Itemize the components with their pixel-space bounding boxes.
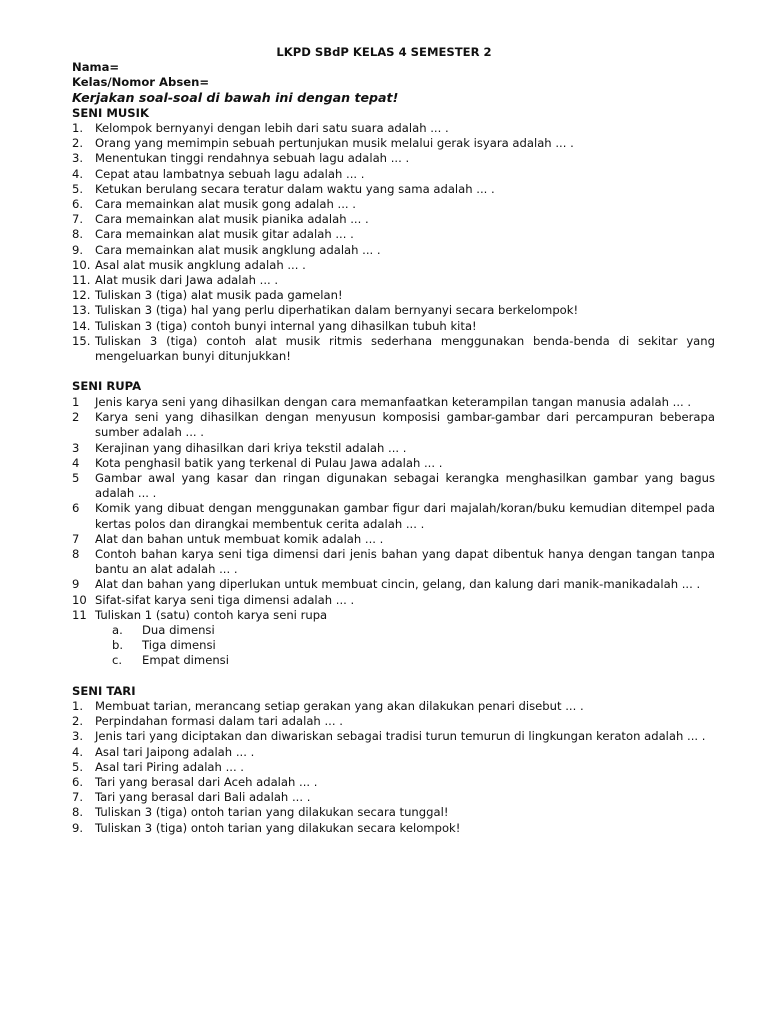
question-text: Contoh bahan karya seni tiga dimensi dari jenis bahan yang dapat dibentuk hanya dengan tangan tanpa bantu an alat adalah ... . <box>95 547 715 577</box>
question-item <box>72 303 715 318</box>
question-item <box>72 395 715 410</box>
question-text: Membuat tarian, merancang setiap gerakan yang akan dilakukan penari disebut ... . <box>95 699 584 713</box>
question-number: 7. <box>72 790 84 805</box>
question-text: Jenis karya seni yang dihasilkan dengan cara memanfaatkan keterampilan tangan manusia adalah ... . <box>95 395 692 409</box>
question-item <box>72 547 715 577</box>
option-item <box>95 623 715 638</box>
question-item <box>72 699 715 714</box>
question-text: Perpindahan formasi dalam tari adalah ... . <box>95 714 343 729</box>
question-item <box>72 182 715 197</box>
question-number: 5. <box>72 759 84 774</box>
question-text: Asal alat musik angklung adalah ... . <box>95 257 306 272</box>
question-text: Tuliskan 3 (tiga) hal yang perlu diperhatikan dalam bernyanyi secara berkelompok! <box>95 303 579 318</box>
question-item <box>72 577 715 592</box>
question-text: Tari yang berasal dari Bali adalah ... . <box>95 790 311 805</box>
question-item <box>72 288 715 303</box>
question-text: Tari yang berasal dari Aceh adalah ... . <box>95 775 318 790</box>
question-text: Alat dan bahan yang diperlukan untuk membuat cincin, gelang, dan kalung dari manik-manikadalah ... . <box>95 577 701 592</box>
question-number: 5. <box>72 181 84 196</box>
question-text: Cara memainkan alat musik gong adalah ... . <box>95 197 356 212</box>
question-text: Asal tari Jaipong adalah ... . <box>95 744 255 759</box>
question-number: 5 <box>72 471 80 486</box>
question-text: Tuliskan 3 (tiga) alat musik pada gamelan! <box>95 288 343 303</box>
question-item <box>72 775 715 790</box>
option-text: Empat dimensi <box>142 653 229 668</box>
question-number: 8. <box>72 805 84 820</box>
question-text: Sifat-sifat karya seni tiga dimensi adalah ... . <box>95 592 355 607</box>
question-number: 8. <box>72 227 84 242</box>
kelas-field-label: Kelas/Nomor Absen= <box>72 75 210 89</box>
option-item <box>95 653 715 668</box>
question-number: 3 <box>72 440 80 455</box>
question-text: Gambar awal yang kasar dan ringan digunakan sebagai kerangka menghasilkan gambar yang bagus adalah ... . <box>95 471 715 501</box>
question-item <box>72 760 715 775</box>
question-text: Orang yang memimpin sebuah pertunjukan musik melalui gerak isyara adalah ... . <box>95 136 574 151</box>
section-title-seni-musik: SENI MUSIK <box>72 106 149 120</box>
option-letter: c. <box>112 653 123 668</box>
question-item <box>72 167 715 182</box>
question-item <box>72 714 715 729</box>
question-text: Menentukan tinggi rendahnya sebuah lagu adalah ... . <box>95 151 410 166</box>
question-number: 2. <box>72 714 84 729</box>
question-item <box>72 805 715 820</box>
question-number: 3. <box>72 151 84 166</box>
question-text: Cepat atau lambatnya sebuah lagu adalah ... . <box>95 166 365 181</box>
question-number: 15. <box>72 333 91 348</box>
question-number: 6. <box>72 197 84 212</box>
question-text: Cara memainkan alat musik angklung adalah ... . <box>95 242 381 257</box>
question-item <box>72 197 715 212</box>
question-item <box>72 243 715 258</box>
question-item <box>72 334 715 364</box>
question-text: Asal tari Piring adalah ... . <box>95 759 244 774</box>
question-item <box>72 151 715 166</box>
question-item <box>72 593 715 608</box>
question-list-seni-tari <box>72 699 715 836</box>
question-text: Tuliskan 3 (tiga) ontoh tarian yang dilakukan secara kelompok! <box>95 820 461 835</box>
question-item <box>72 790 715 805</box>
option-list <box>95 623 715 669</box>
question-item <box>72 821 715 836</box>
instruction-text: Kerjakan soal-soal di bawah ini dengan tepat! <box>72 90 399 105</box>
question-item <box>72 729 715 744</box>
question-text: Cara memainkan alat musik pianika adalah ... . <box>95 212 369 227</box>
option-text: Dua dimensi <box>142 623 215 638</box>
question-item <box>72 227 715 242</box>
question-number: 1 <box>72 395 80 409</box>
document-title: LKPD SBdP KELAS 4 SEMESTER 2 <box>276 45 492 59</box>
section-title-seni-rupa: SENI RUPA <box>72 379 142 393</box>
question-item <box>72 212 715 227</box>
question-number: 12. <box>72 288 91 303</box>
option-letter: b. <box>112 638 124 653</box>
question-number: 9. <box>72 820 84 835</box>
question-number: 14. <box>72 318 91 333</box>
question-item <box>72 471 715 501</box>
question-number: 1. <box>72 699 84 713</box>
question-item <box>72 273 715 288</box>
question-number: 6. <box>72 775 84 790</box>
section-title-seni-tari: SENI TARI <box>72 684 136 698</box>
question-number: 9. <box>72 242 84 257</box>
question-text: Tuliskan 3 (tiga) contoh alat musik ritmis sederhana menggunakan benda-benda di sekitar yang mengeluarkan bunyi ditunjukkan! <box>95 333 715 364</box>
question-number: 11 <box>72 607 87 622</box>
question-number: 11. <box>72 273 91 288</box>
question-item <box>72 258 715 273</box>
nama-field-label: Nama= <box>72 60 120 74</box>
question-text: Alat dan bahan untuk membuat komik adalah ... . <box>95 531 384 546</box>
question-item <box>72 410 715 440</box>
question-text: Kelompok bernyanyi dengan lebih dari satu suara adalah ... . <box>95 121 449 135</box>
question-text: Tuliskan 3 (tiga) contoh bunyi internal yang dihasilkan tubuh kita! <box>95 318 477 333</box>
question-number: 13. <box>72 303 91 318</box>
question-number: 4. <box>72 744 84 759</box>
question-number: 2. <box>72 136 84 151</box>
question-list-seni-musik <box>72 121 715 364</box>
option-text: Tiga dimensi <box>142 638 216 653</box>
question-text: Jenis tari yang diciptakan dan diwariskan sebagai tradisi turun temurun di lingkungan keraton adalah ... . <box>95 729 706 744</box>
question-number: 8 <box>72 547 80 562</box>
question-text: Ketukan berulang secara teratur dalam waktu yang sama adalah ... . <box>95 181 495 196</box>
question-text: Alat musik dari Jawa adalah ... . <box>95 273 279 288</box>
question-number: 3. <box>72 729 84 744</box>
question-text: Kota penghasil batik yang terkenal di Pulau Jawa adalah ... . <box>95 455 443 470</box>
question-text: Karya seni yang dihasilkan dengan menyusun komposisi gambar-gambar dari percampuran beberapa sumber adalah ... . <box>95 410 715 440</box>
question-item <box>72 501 715 531</box>
question-number: 7 <box>72 531 80 546</box>
option-letter: a. <box>112 623 123 638</box>
question-number: 2 <box>72 410 80 425</box>
question-item <box>72 532 715 547</box>
question-number: 1. <box>72 121 84 135</box>
question-item <box>72 319 715 334</box>
question-item <box>72 441 715 456</box>
question-number: 9 <box>72 577 80 592</box>
question-number: 4 <box>72 455 80 470</box>
question-number: 4. <box>72 166 84 181</box>
question-list-seni-rupa <box>72 395 715 669</box>
question-item <box>72 136 715 151</box>
question-item <box>72 456 715 471</box>
question-text: Kerajinan yang dihasilkan dari kriya tekstil adalah ... . <box>95 440 407 455</box>
question-number: 10. <box>72 257 91 272</box>
question-number: 10 <box>72 592 87 607</box>
question-text: Cara memainkan alat musik gitar adalah ... . <box>95 227 354 242</box>
question-number: 7. <box>72 212 84 227</box>
question-text: Tuliskan 3 (tiga) ontoh tarian yang dilakukan secara tunggal! <box>95 805 449 820</box>
question-text: Komik yang dibuat dengan menggunakan gambar figur dari majalah/koran/buku kemudian ditempel pada kertas polos dan dirangkai membentuk cerita adalah ... . <box>95 501 715 531</box>
question-item <box>72 121 715 136</box>
question-item <box>72 608 715 669</box>
question-item <box>72 745 715 760</box>
question-text: Tuliskan 1 (satu) contoh karya seni rupa <box>95 607 328 622</box>
option-item <box>95 638 715 653</box>
question-number: 6 <box>72 501 80 516</box>
